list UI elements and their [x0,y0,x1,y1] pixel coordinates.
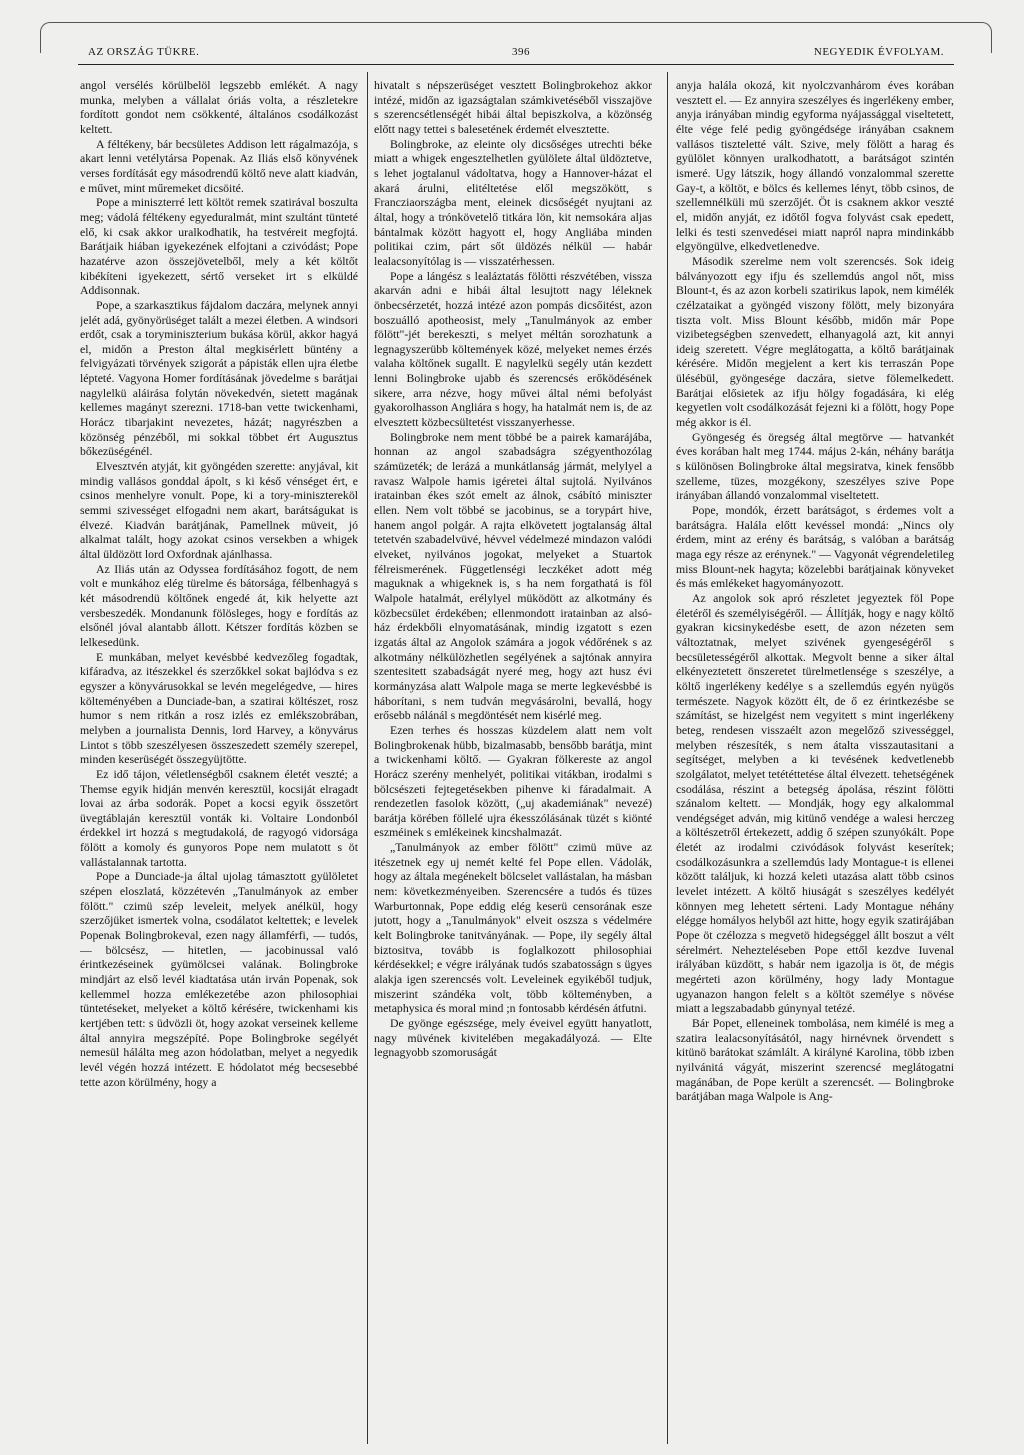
paragraph: Ezen terhes és hosszas küzdelem alatt nem volt Bolingbrokenak hübb, bizalmasabb, bensőbb barátja, mint a twickenhami költő. — Gyakran fölkereste az angol Horácz szerény menhelyét, politikai vitákban, irodalmi s bölcsészeti fejtegetésekben pihenve ki fáradalmait. A rendezetlen fasolok között, („uj akademiának" nevezé) barátja körében föllelé ujra ékesszólásának tüzét s kiönté eszméinek s emlékeinek kincshalmazát. [374,722,652,840]
running-header [78,34,954,65]
paragraph: Pope a miniszterré lett költöt remek szatirával boszulta meg; vádolá féltékeny egyeduralmát, mint szultánt tünteté elő, ki csak akkor uralkodhatik, ha testvéreit megfojtá. Barátjaik hiában igyekezének elfojtani a czivódást; Pope hazatérve azon összejövetelből, mely a két költőt kibékíteni igyekezett, sértő verseket irt s elküldé Addisonnak. [80,195,358,298]
paragraph: „Tanulmányok az ember fölött" czimü müve az itészetnek egy uj nemét kelté fel Pope ellen. Vádolák, hogy az általa megénekelt bölcselet vallástalan, ha másban nem: következményeiben. Szerencsére a tudós és tüzes Warburtonnak, Pope eddig elég keserü censorának esze jutott, hogy a „Tanulmányok" elveit oszsza s védelmére kelt Bolingbroke tanitványának. — Pope, ily segély által biztositva, tovább is foglalkozott philosophiai kérdésekkel; e végre irályának tudós szabatosságn s ügyes alakja igen szerencsés volt. Leveleinek egyikéből tudjuk, miszerint szándéka volt, több költeményben, a metaphysica és moral mind ;n fontosabb kérdésén átfutni. [374,840,652,1016]
text-column-2 [374,78,652,1448]
paragraph: Pope a Dunciade-ja által ujolag támasztott gyülöletet szépen eloszlatá, közzétevén „Tanulmányok az ember fölött." czimü szép leveleit, melyek anélkül, hogy szerzőjüket ismertek volna, csodálatot keltettek; e levelek Popenak Bolingbrokeval, ezen nagy államférfi, — tudós, — bölcsész, — hitetlen, — jacobinussal való érintkezéseinek gyümölcsei valának. Bolingbroke mindjárt az első levél kiadtatása után irván Popenak, sok kellemmel hozza emlékezetébe azon philosophiai tüntetéseket, melyeket a költő kérésére, twickenhami kis kertjében tett: s üdvözli öt, hogy azokat verseinek kelleme által annyira megszépíté. Pope Bolingbroke segélyét nemesül hálálta meg azon hódolatban, melyet a negyedik levél végén hozzá intézett. E hódolatot még becsesebbé tette azon körülmény, hogy a [80,869,358,1089]
paragraph: anyja halála okozá, kit nyolczvanhárom éves korában vesztett el. — Ez annyira szeszélyes és ingerlékeny ember, anyja irányában mindig egyforma nyájassággal viseltetett, élte vége felé pedig gyöngédsége irányában csaknem vallásos tiszteletté vált. Szive, mely fölött a harag és gyülölet könnyen uralkodhatott, a barátságot szintén ismeré. Ugy látszik, hogy állandó vonzalommal szerette Gay-t, a költöt, e bölcs és kellemes lényt, több csinos, de szellemnélküli mü szerzőjét. Öt is csaknem akkor veszté el, midőn anyját, ez időtől fogva folyvást csak epedett, lelki és testi szenvedései miatt napról napra mindinkább elgyöngülve, elkedvetlenedve. [676,78,954,254]
paragraph: Bár Popet, elleneinek tombolása, nem kimélé is meg a szatira lealacsonyításától, nagy hirnévnek örvendett s kitünö barátokat számlált. A királyné Karolina, több izben nyilvánitá vágyát, miszerint szerencsé meglátogatni magánában, de Pope került a szerencsét. — Bolingbroke barátjában maga Walpole is Ang- [676,1016,954,1104]
text-column-1 [80,78,358,1448]
page-number: 396 [512,46,530,58]
paragraph: Második szerelme nem volt szerencsés. Sok ideig bálványozott egy ifju és szellemdús angol nőt, miss Blount-t, és az azon korbeli szatirikus lapok, nem kimélék czélzataikat a gyöngéd viszony fölött, mely bizonyára tiszta volt. Miss Blount később, midőn már Pope vizibetegségben szenvedett, elhanyagolá azt, kit annyi ideig szeretett. Végre meglátogatta, a költő barátjainak kérésére. Midőn megjelent a kert kis terraszán Pope ülésébül, gyöngesége daczára, sietve fölemelkedett. Barátjai elősietek az ifju hölgy fogadására, ki elég kegyetlen volt csodálkozását fejezni ki a fölött, hogy Pope még akkor is él. [676,253,954,430]
column-rule [667,72,668,1444]
paragraph: hivatalt s népszerüséget vesztett Bolingbrokehoz akkor intézé, midőn az igazságtalan számkivetéséből visszajöve s szerencsétlenségét hibái által bepiszkolva, a közönség előtt nagy tettei s balesetének érdemét elvesztette. [374,78,652,136]
volume-label: NEGYEDIK ÉVFOLYAM. [813,46,944,58]
column-rule [367,72,368,1444]
paragraph: Elvesztvén atyját, kit gyöngéden szerette: anyjával, kit mindig vallásos gonddal ápolt, s ki késő vénséget ért, e csinos menhelyre vonult. Pope, ki a tory-minisztereköl semmi szivességet elfogadni nem akart, barátságukat is élvezé. Kiadván barátjának, Pamellnek müveit, jó alkalmat talált, hogy azokat csinos versekben a whigek által üldözött lord Oxfordnak ajánlhassa. [80,459,358,561]
paragraph: Az Iliás után az Odyssea fordításához fogott, de nem volt e munkához elég türelme és bátorsága, félbenhagyá s két másodrendü költőnek engedé át, kik helyette azt versbeszedék. Mondanunk fölösleges, hogy e fordítás az elsőnél jóval alantabb állott. Kétszer fordítás közben se lelkesedünk. [80,561,358,649]
text-column-3 [676,78,954,1448]
paragraph: Az angolok sok apró részletet jegyeztek föl Pope életéről és személyiségéről. — Állítják, hogy e nagy költő gyakran kicsinykedésbe esett, de azon nézeten sem változtatnak, melyet szivének gyengeségéről s becsületességéről alkottak. Megvolt benne a siker által elkényeztetett önszeretet türelmetlensége s szeszélye, a költő ingerlékeny kedélye s a szellemdús egyén nyügös természete. Nagyok között élt, de ő ez érintkezésbe se számítást, se hizelgést nem vegyitett s mint ingerlékeny beteg, rendesen visszaélt azon megelőző szivességgel, melyben részesíték, s nem átalta visszautasitani a segítséget, melyben a ki tevésének kedvetlenebb szolgálatot, melyet tetététtetése által élvezett. tehetségének csodálása, részint a betegség ápolása, részint fölötti szánalom keltett. — Mondják, hogy egy alkalommal vendégséget adván, mig kitünő vendége a walesi herczeg a költészetről értekezett, addig ő szépen szunyókált. Pope életét az irodalmi czivódások folyvást keserítek; csodálkozásunkra a szellemdús lady Montague-t is ellenei között találjuk, ki hozzá keleti utazása alatt több csinos levelet intézett. A költő hiuságát s szeszélyes kedélyét könnyen meg lehetett sérteni. Lady Montague néhány elégge homályos helyből azt hitte, hogy egyik szatirájában Pope öt czélozza s megvetö hidegséggel állt boszut a vélt sérelmért. Nehezteléseben Pope ettől kezdve Iuvenal irályában küzdött, s habár nem igazolja is öt, de mégis megérteti azon körülmény, hogy lady Montague ugyanazon hangon felelt s a költöt személye s növése miatt a legszabadabb gúnynyal tetézé. [676,590,954,1016]
paragraph: Pope, a szarkasztikus fájdalom daczára, melynek annyi jelét adá, gyönyörüséget talált a mezei életben. A windsori erdőt, csak a toryminiszterium bukása körül, akkor hagyá el, midőn a Preston által megkisérlett büntény a felvigyázati törvények szigorát a pápisták ellen ujra életbe lépteté. Vagyona Homer fordításának jövedelme s barátjai nagylelkü aláirása folytán növekedvén, sietett magának kellemes magányt szerezni. 1718-ban vette twickenhami, Horácz tibarjakint nevezetes, házát; nagyrészben a közönség pénzéből, mi sokkal többet ért Augusztus bőkezüségénél. [80,297,358,459]
paragraph: E munkában, melyet kevésbbé kedvezőleg fogadtak, kifáradva, az itészekkel és szerzőkkel sokat bajlódva s ez egyszer a könyvárusokkal se levén megelégedve, — hires költeményében a Dunciade-ban, a szatirai költészet, rosz humor s nem ritkán a rosz izlés ez emlékszobrában, melyben a journalista Dennis, lord Harvey, a könyvárus Lintot s több szeszélyesen összeszedett személy szerepel, minden keserüségét összegyüjtötte. [80,649,358,767]
paragraph: Gyöngeség és öregség által megtörve — hatvankét éves korában halt meg 1744. május 2-kán, néhány barátja s különösen Bolingbroke által megsiratva, kinek fensőbb szelleme, tüzes, mozgékony, szeszélyes szive Pope irányában állandó vonzalommal viseltetett. [676,429,954,503]
paragraph: Ez idő tájon, véletlenségből csaknem életét veszté; a Themse egyik hidján menvén keresztül, kocsiját elragadt lovai az árba sodorák. Popet a kocsi egyik összetört üvegtáblaján keresztül vonták ki. Voltaire Londonból érdekkel irt hozzá s megtudakolá, de ragyogó vidorsága fölött a komoly és gunyoros Pope nem mulatott s öt vallástalannak tartotta. [80,766,358,869]
paragraph: Bolingbroke nem ment többé be a pairek kamarájába, honnan az angol szabadságra szégyenthozólag számüzeték; de lerázá a munkátlanság jármát, melylyel a ravasz Walpole hamis igéretei által sujtolá. Nyilvános iratainban ékes szót emelt az álnok, csábító miniszter ellen. Nem volt többé se jacobinus, se a torypárt hive, hanem angol polgár. A rajta elkövetett jogtalanság által tetetvén szabadelvüvé, hévvel védelmezé mindazon valódi elveket, nyilvános jogokat, melyeket a Stuartok félreismerének. Függetlenségi leczkéket adott még maguknak a whigeknek is, s ha nem forgathatá is föl Walpole hatalmát, erélylyel müködött az alkotmány és közbecsület érdekében; ellenmondott iratainban az alsó-ház érdekbőli elnyomatásának, mindig izgatott s ezen izgatás által az Angolok számára a jogok védőrének s az alkotmány nélkülözhetlen segélyének a sajtónak annyira szentesitett szabadságát nyeré meg, hogy azt husz évi kormányzása alatt Walpole maga se merte legkevésbbé is háborítani, s nem tudván megvásárolni, bevallá, hogy erősebb nálánál s megdöntését nem kisérlé meg. [374,429,652,723]
paragraph: Bolingbroke, az eleinte oly dicsőséges utrechti béke miatt a whigek engesztelhetlen gyülölete által üldöztetve, s lehet jogtalanul vádoltatva, hogy a Hannover-házat el akará árulni, elitéltetése elől megszökött, s Francziaországba ment, eleinek dicsőségét nyujtani az által, hogy a trónkövetelő titkára lön, kit nemsokára aljas bántalmak között hagyott el, hogy Angliába minden politikai czim, párt sőt üldözés nélkül — habár lealacsonyítólag is — visszatérhessen. [374,136,652,268]
paragraph: A féltékeny, bár becsületes Addison lett rágalmazója, s akart lenni vetélytársa Popenak. Az Iliás első könyvének verses fordítását egy másodrendű költő neve alatt kiadván, e művet, mint műremeket dicsöité. [80,136,358,195]
paragraph: Pope a lángész s lealáztatás fölötti részvétében, vissza akarván adni e hibái által lesujtott nagy léleknek önbecsérzetét, hozzá intézé azon pompás dicsőitést, azon boszuálló apotheosist, mely „Tanulmányok az ember fölött"-jét berekeszti, s melyet méltán sorozhatunk a legnagyszerübb költemények közé, melyeket nemes érzés valaha költőnek sugallt. E nagylelkü segély után kezdett lenni Bolingbroke ujabb és szerencsés erőködésének sikere, arra nézve, hogy művei által némi befolyást gyakorolhasson Angliára s hogy, ha hatalmát nem is, de az elvesztett közbecsültetést visszanyerhesse. [374,268,652,430]
paragraph: angol versélés körülbelöl legszebb emlékét. A nagy munka, melyben a vállalat óriás volta, a részletekre fordított gondot nem csökkenté, általános csodálkozást keltett. [80,78,358,136]
paragraph: De gyönge egészsége, mely éveivel együtt hanyatlott, nagy müvének kivitelében megakadályozá. — Elte legnagyobb szomoruságát [374,1016,652,1060]
paragraph: Pope, mondók, érzett barátságot, s érdemes volt a barátságra. Halála előtt kevéssel mondá: „Nincs oly érdem, mint az erény és barátság, s valóban a barátság maga egy része az erénynek." — Vagyonát végrendeletileg miss Blount-nek hagyta; közelebbi barátjainak könyveket és más emlékeket hagyományozott. [676,503,954,591]
publication-title: AZ ORSZÁG TÜKRE. [88,46,200,58]
